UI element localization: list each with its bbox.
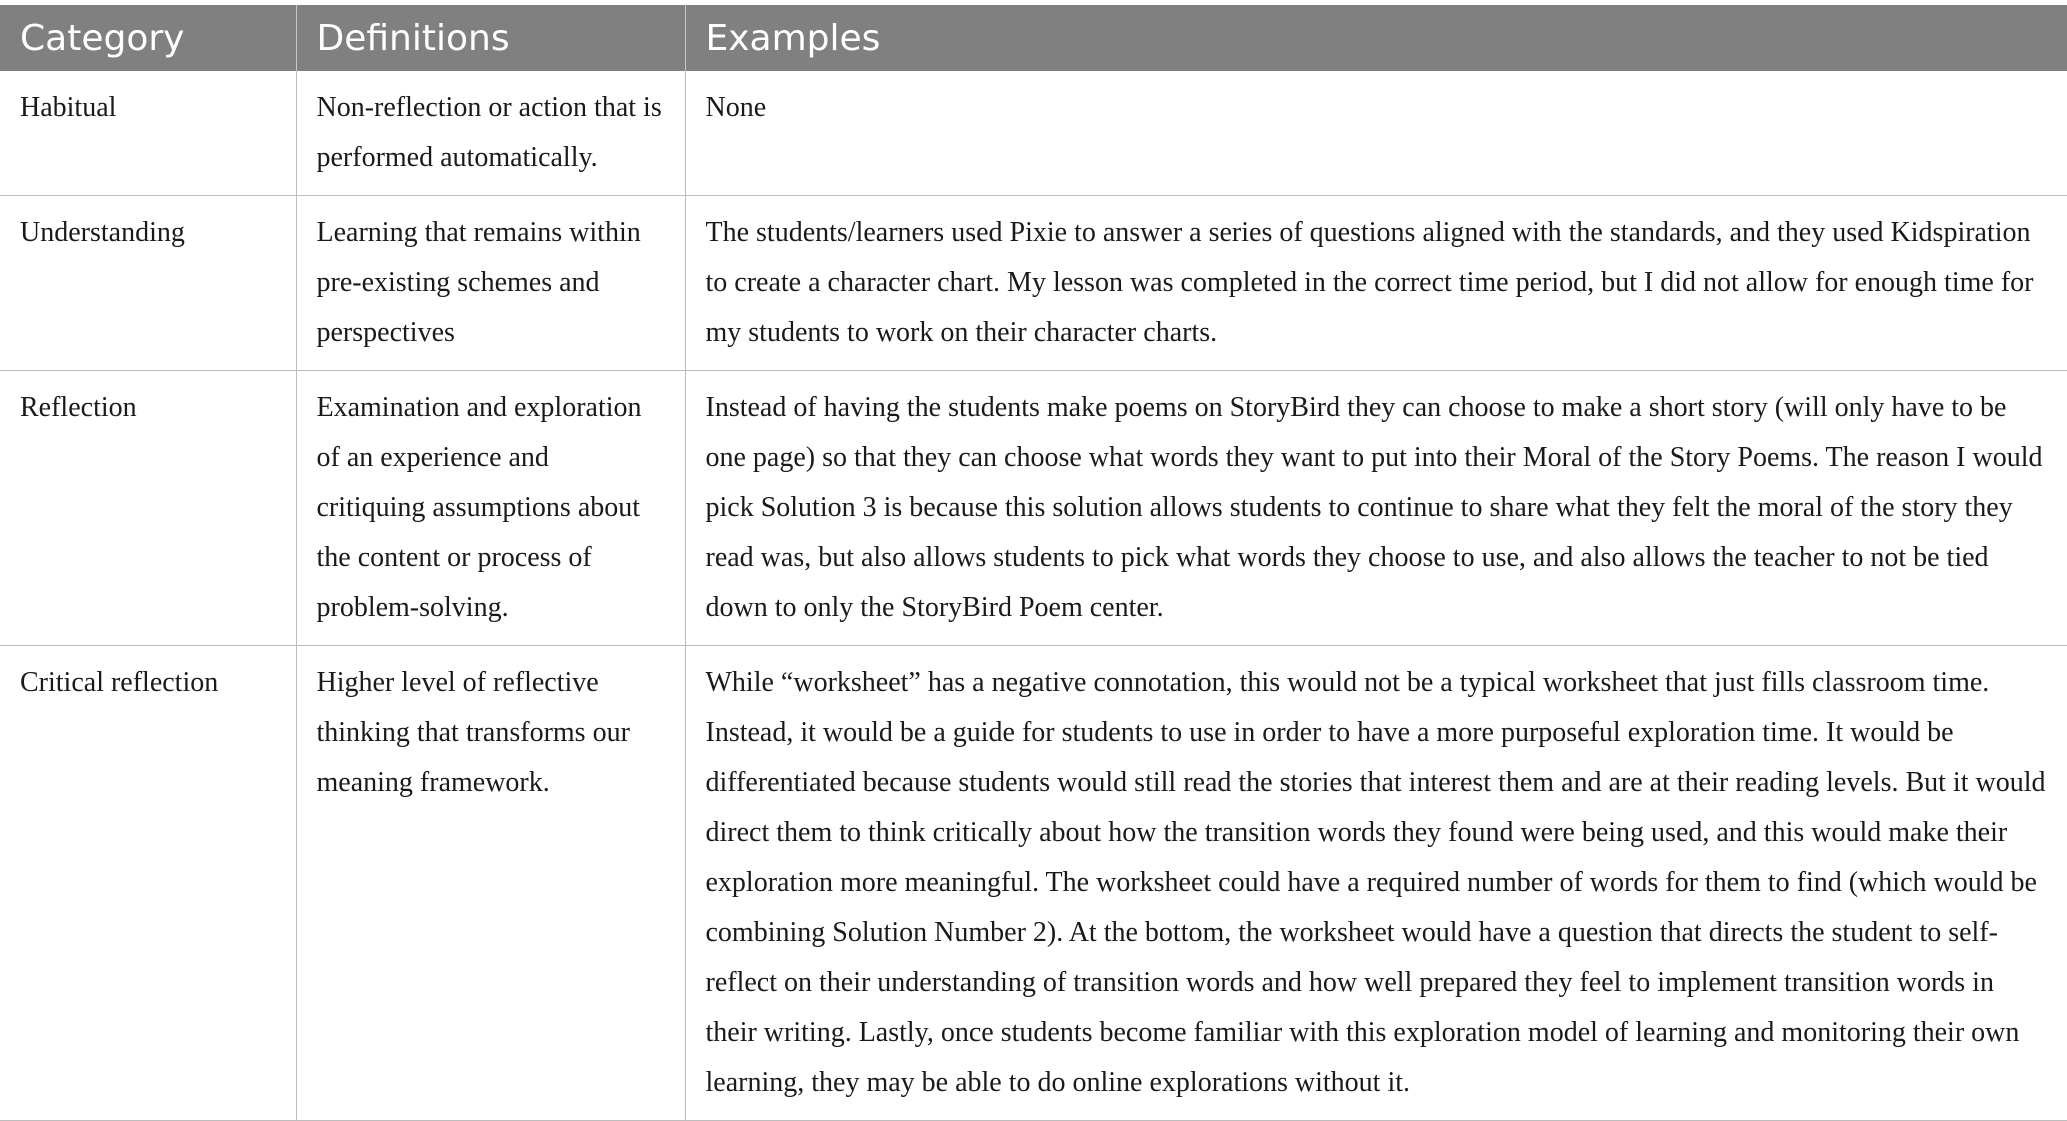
category-cell: Critical reflection <box>0 646 296 1121</box>
header-row <box>0 5 2067 71</box>
category-cell: Understanding <box>0 196 296 371</box>
category-cell: Reflection <box>0 371 296 646</box>
definition-cell: Higher level of reflective thinking that transforms our meaning framework. <box>296 646 685 1121</box>
category-cell: Habitual <box>0 71 296 196</box>
table-row <box>0 196 2067 371</box>
reflection-categories-table-container <box>0 5 2067 1121</box>
header-definitions: Definitions <box>296 5 685 71</box>
example-cell: The students/learners used Pixie to answer a series of questions aligned with the standards, and they used Kidspiration to create a character chart. My lesson was completed in the correct time period, but I did not allow for enough time for my students to work on their character charts. <box>685 196 2067 371</box>
example-cell: Instead of having the students make poems on StoryBird they can choose to make a short story (will only have to be one page) so that they can choose what words they want to put into their Moral of the Story Poems. The reason I would pick Solution 3 is because this solution allows students to continue to share what they felt the moral of the story they read was, but also allows students to pick what words they choose to use, and also allows the teacher to not be tied down to only the StoryBird Poem center. <box>685 371 2067 646</box>
header-category: Category <box>0 5 296 71</box>
table-row <box>0 646 2067 1121</box>
definition-cell: Learning that remains within pre-existing schemes and perspectives <box>296 196 685 371</box>
table-row <box>0 71 2067 196</box>
example-cell: While “worksheet” has a negative connotation, this would not be a typical worksheet that just fills classroom time. Instead, it would be a guide for students to use in order to have a more purposeful exploration time. It would be differentiated because students would still read the stories that interest them and are at their reading levels. But it would direct them to think critically about how the transition words they found were being used, and this would make their exploration more meaningful. The worksheet could have a required number of words for them to find (which would be combining Solution Number 2). At the bottom, the worksheet would have a question that directs the student to self-reflect on their understanding of transition words and how well prepared they feel to implement transition words in their writing. Lastly, once students become familiar with this exploration model of learning and monitoring their own learning, they may be able to do online explorations without it. <box>685 646 2067 1121</box>
example-cell: None <box>685 71 2067 196</box>
table-body <box>0 71 2067 1121</box>
header-examples: Examples <box>685 5 2067 71</box>
table-header <box>0 5 2067 71</box>
table-row <box>0 371 2067 646</box>
definition-cell: Examination and exploration of an experience and critiquing assumptions about the content or process of problem-solving. <box>296 371 685 646</box>
reflection-categories-table <box>0 5 2067 1121</box>
definition-cell: Non-reflection or action that is performed automatically. <box>296 71 685 196</box>
